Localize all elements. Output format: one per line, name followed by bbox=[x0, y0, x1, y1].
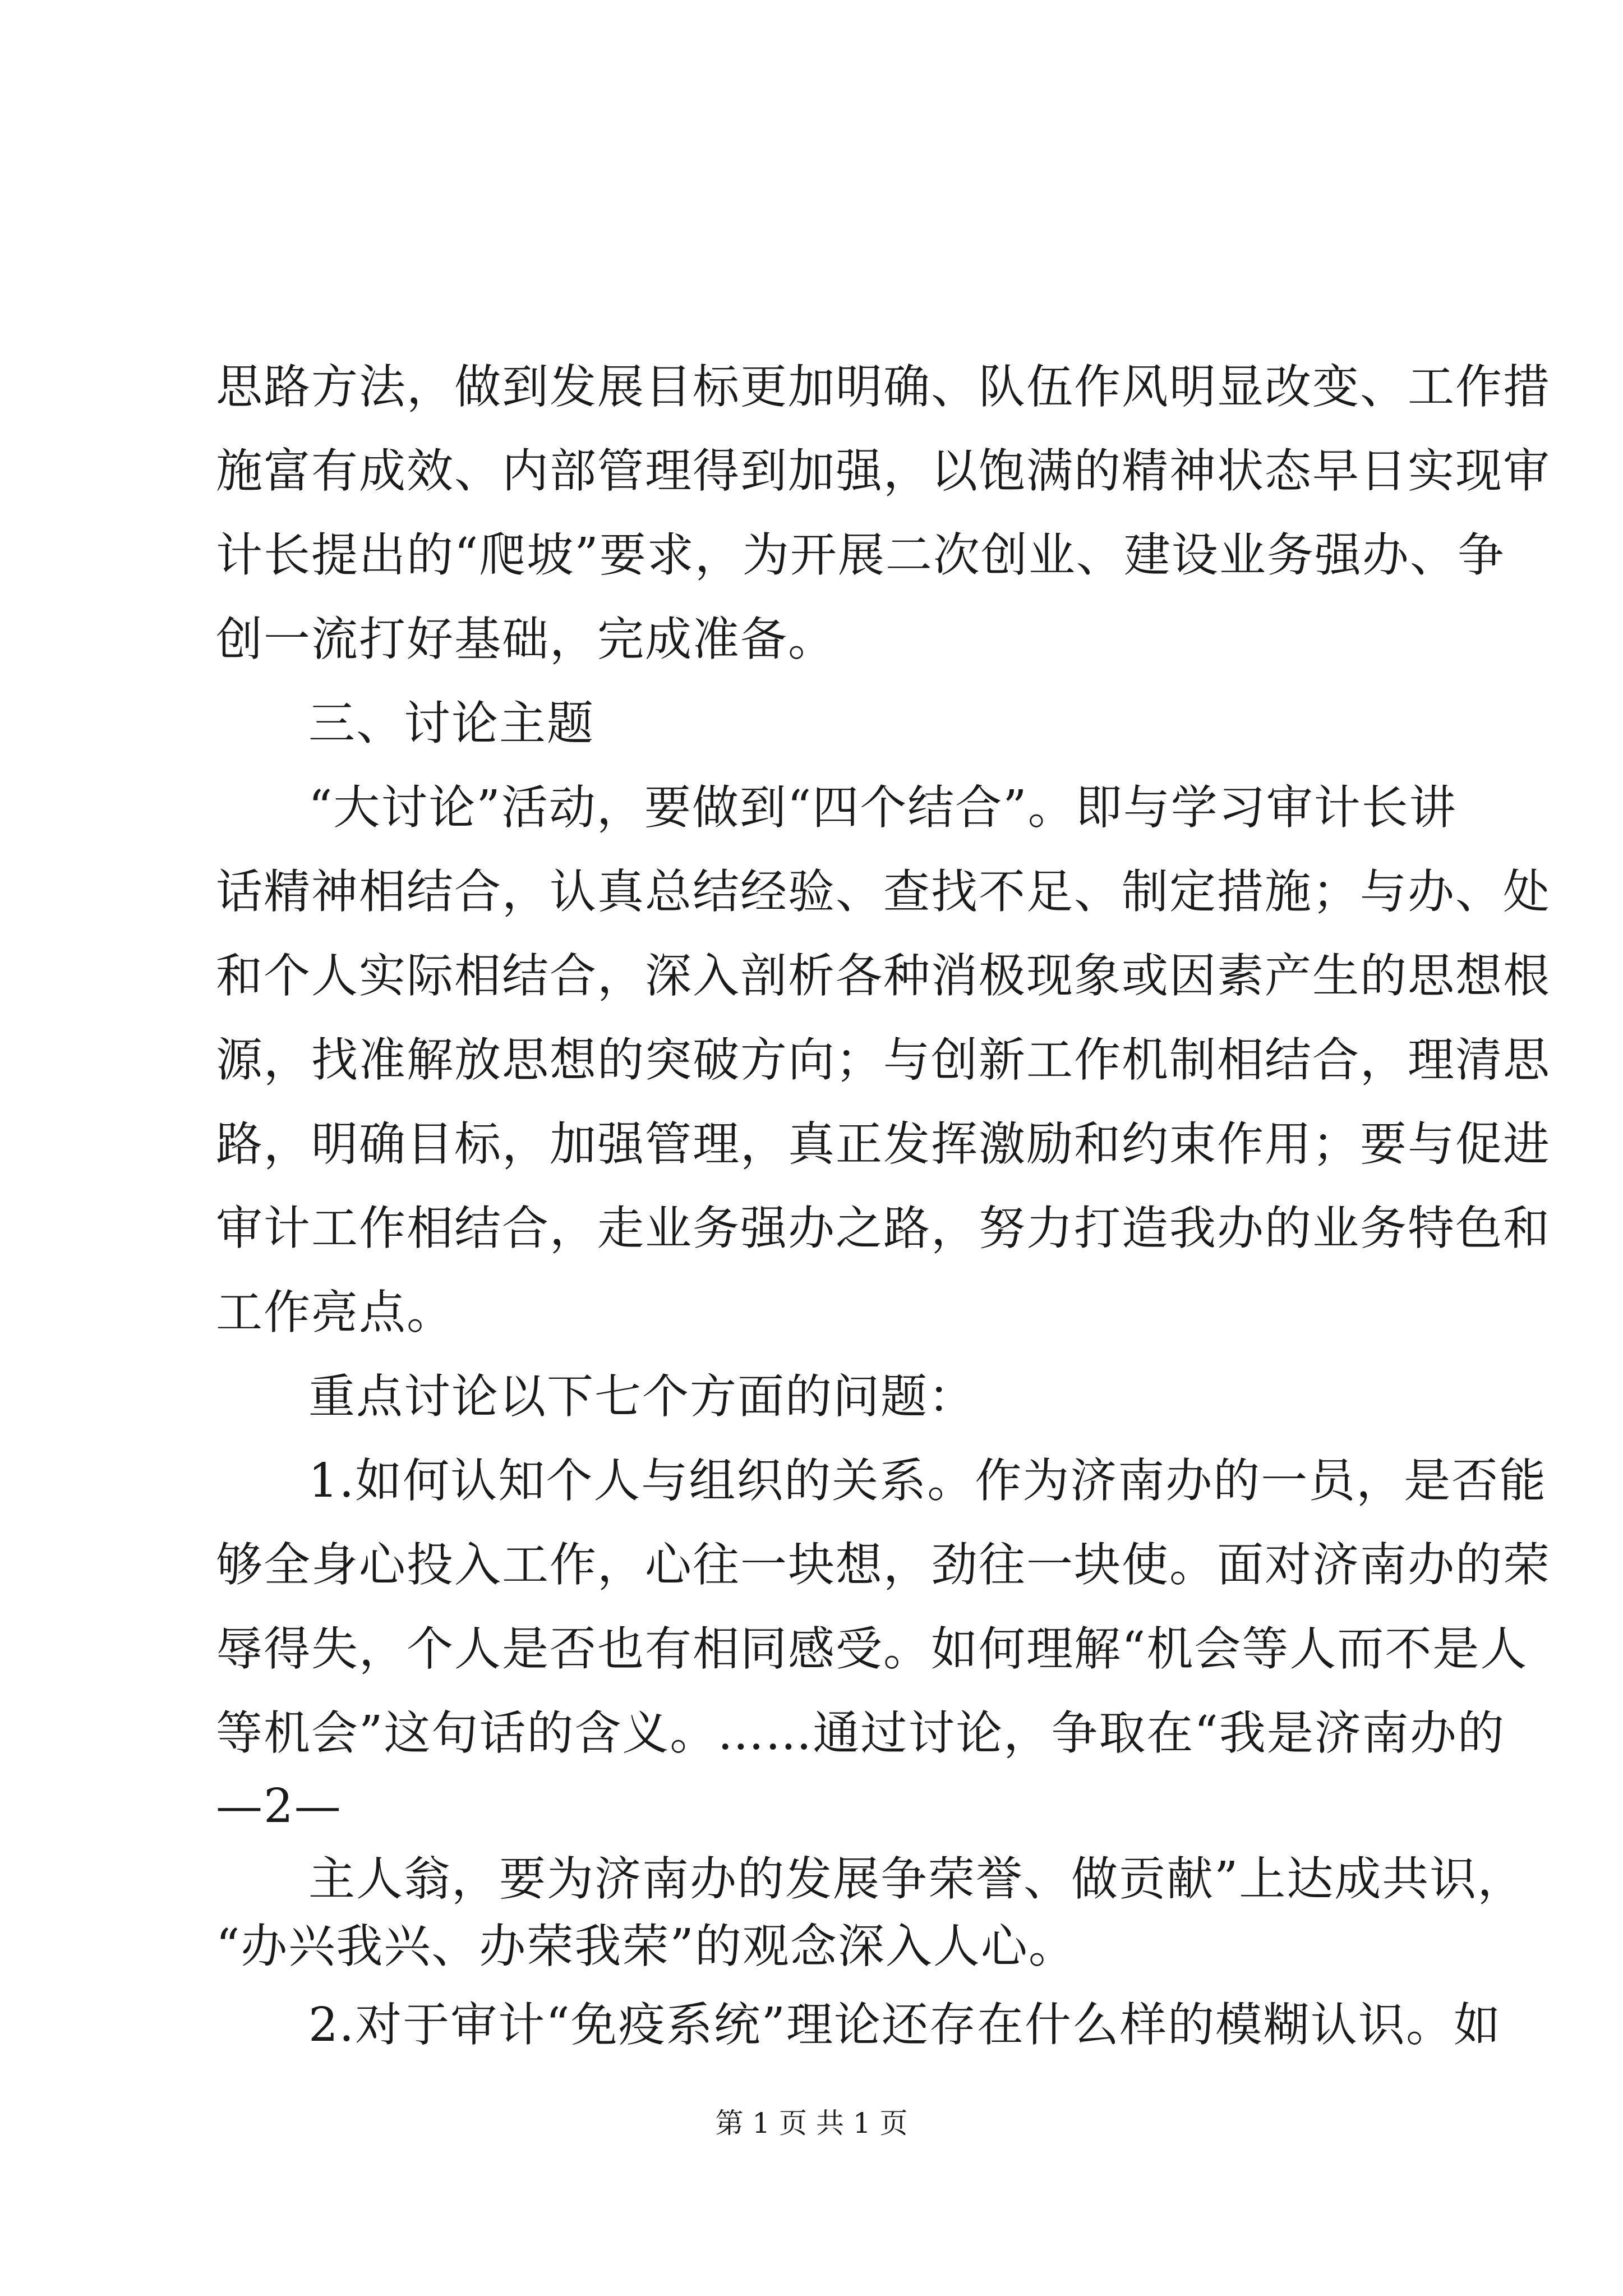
paragraph-line: 辱得失，个人是否也有相同感受。如何理解“机会等人而不是人 bbox=[216, 1622, 1528, 1676]
paragraph-line: 思路方法，做到发展目标更加明确、队伍作风明显改变、工作措 bbox=[216, 360, 1551, 414]
paragraph-line: 等机会”这句话的含义。……通过讨论，争取在“我是济南办的 bbox=[216, 1706, 1505, 1760]
page-footer: 第 1 页 共 1 页 bbox=[715, 2107, 908, 2139]
paragraph-line: 审计工作相结合，走业务强办之路，努力打造我办的业务特色和 bbox=[216, 1201, 1551, 1255]
paragraph-line: “大讨论”活动，要做到“四个结合”。即与学习审计长讲 bbox=[308, 780, 1457, 835]
paragraph-line: “办兴我兴、办荣我荣”的观念深入人心。 bbox=[216, 1919, 1076, 1973]
page-number-marker: —2— bbox=[216, 1779, 342, 1833]
list-item: 2.对于审计“免疫系统”理论还存在什么样的模糊认识。如 bbox=[308, 1998, 1502, 2052]
paragraph-line: 重点讨论以下七个方面的问题： bbox=[308, 1369, 976, 1424]
paragraph-line: 主人翁，要为济南办的发展争荣誉、做贡献”上达成共识， bbox=[308, 1852, 1525, 1906]
paragraph-line: 话精神相结合，认真总结经验、查找不足、制定措施；与办、处 bbox=[216, 864, 1551, 919]
section-heading: 三、讨论主题 bbox=[308, 696, 594, 751]
paragraph-line: 创一流打好基础，完成准备。 bbox=[216, 612, 836, 666]
paragraph-line: 路，明确目标，加强管理，真正发挥激励和约束作用；要与促进 bbox=[216, 1117, 1551, 1171]
paragraph-line: 施富有成效、内部管理得到加强，以饱满的精神状态早日实现审 bbox=[216, 444, 1551, 498]
paragraph-line: 够全身心投入工作，心往一块想，劲往一块使。面对济南办的荣 bbox=[216, 1538, 1551, 1592]
paragraph-line: 和个人实际相结合，深入剖析各种消极现象或因素产生的思想根 bbox=[216, 949, 1551, 1003]
list-item: 1.如何认知个人与组织的关系。作为济南办的一员，是否能 bbox=[308, 1453, 1547, 1508]
paragraph-line: 计长提出的“爬坡”要求，为开展二次创业、建设业务强办、争 bbox=[216, 528, 1505, 582]
paragraph-line: 源，找准解放思想的突破方向；与创新工作机制相结合，理清思 bbox=[216, 1033, 1551, 1087]
paragraph-line: 工作亮点。 bbox=[216, 1285, 454, 1340]
